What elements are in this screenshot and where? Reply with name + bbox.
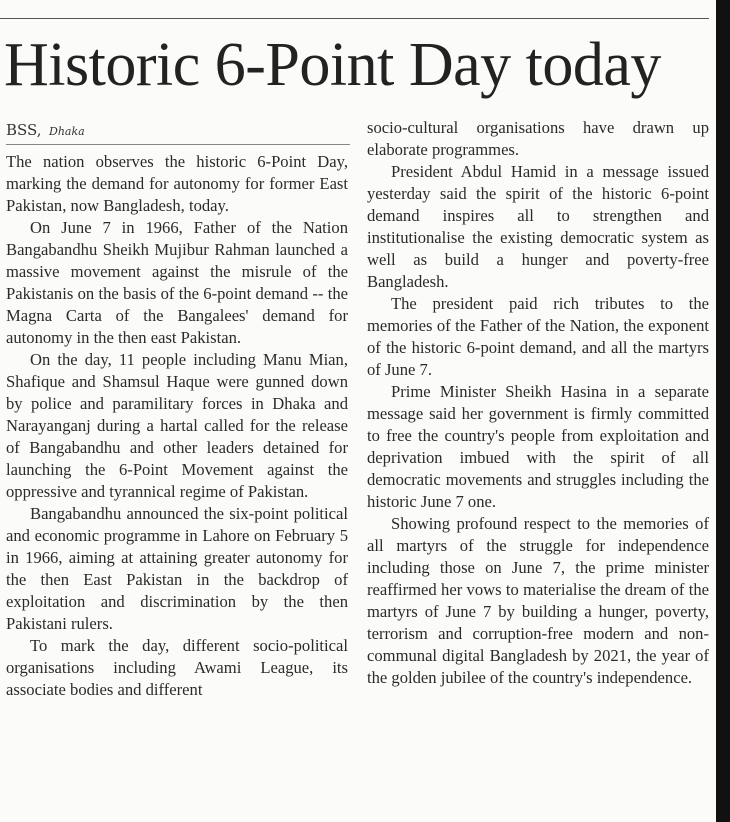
right-column bbox=[367, 117, 709, 689]
paragraph: The president paid rich tributes to the memories of the Father of the Nation, the exponent of the historic 6-point demand, and all the martyrs of June 7. bbox=[367, 294, 709, 379]
paragraph: Bangabandhu announced the six-point political and economic programme in Lahore on February 5 in 1966, aiming at attaining greater autonomy for the then East Pakistan in the backdrop of exploitation and discrimination by the then Pakistani rulers. bbox=[6, 504, 348, 633]
headline: Historic 6-Point Day today bbox=[4, 31, 661, 99]
paragraph: Showing profound respect to the memories of all martyrs of the struggle for independence including those on June 7, the prime minister reaffirmed her vows to materialise the dream of the martyrs of June 7 by building a hunger, poverty, terrorism and corruption-free modern and non-communal digital Bangladesh by 2021, the year of the golden jubilee of the country's independence. bbox=[367, 514, 709, 687]
byline bbox=[6, 118, 350, 145]
top-rule bbox=[0, 18, 709, 19]
byline-location: Dhaka bbox=[49, 125, 85, 138]
paragraph: On the day, 11 people including Manu Mian, Shafique and Shamsul Haque were gunned down by police and paramilitary forces in Dhaka and Narayanganj during a hartal called for the release of Bangabandhu and other leaders detained for launching the 6-Point Movement against the oppressive and tyrannical regime of Pakistan. bbox=[6, 350, 348, 501]
paragraph: To mark the day, different socio-political organisations including Awami League, its associate bodies and different bbox=[6, 636, 348, 699]
paragraph: Prime Minister Sheikh Hasina in a separate message said her government is firmly committed to free the country's people from exploitation and deprivation imbued with the spirit of all democratic movements and struggles including the historic June 7 one. bbox=[367, 382, 709, 511]
left-column bbox=[6, 151, 348, 701]
paragraph: On June 7 in 1966, Father of the Nation Bangabandhu Sheikh Mujibur Rahman launched a massive movement against the misrule of the Pakistanis on the basis of the 6-point demand -- the Magna Carta of the Bangalees' demand for autonomy in the then east Pakistan. bbox=[6, 218, 348, 347]
byline-source: BSS, bbox=[6, 121, 42, 139]
paragraph: socio-cultural organisations have drawn up elaborate programmes. bbox=[367, 118, 709, 159]
paragraph: The nation observes the historic 6-Point Day, marking the demand for autonomy for former East Pakistan, now Bangladesh, today. bbox=[6, 152, 348, 215]
page-edge-bar bbox=[716, 0, 730, 822]
paragraph: President Abdul Hamid in a message issued yesterday said the spirit of the historic 6-point demand inspires all to strengthen and institutionalise the existing democratic system as well as build a hunger and poverty-free Bangladesh. bbox=[367, 162, 709, 291]
